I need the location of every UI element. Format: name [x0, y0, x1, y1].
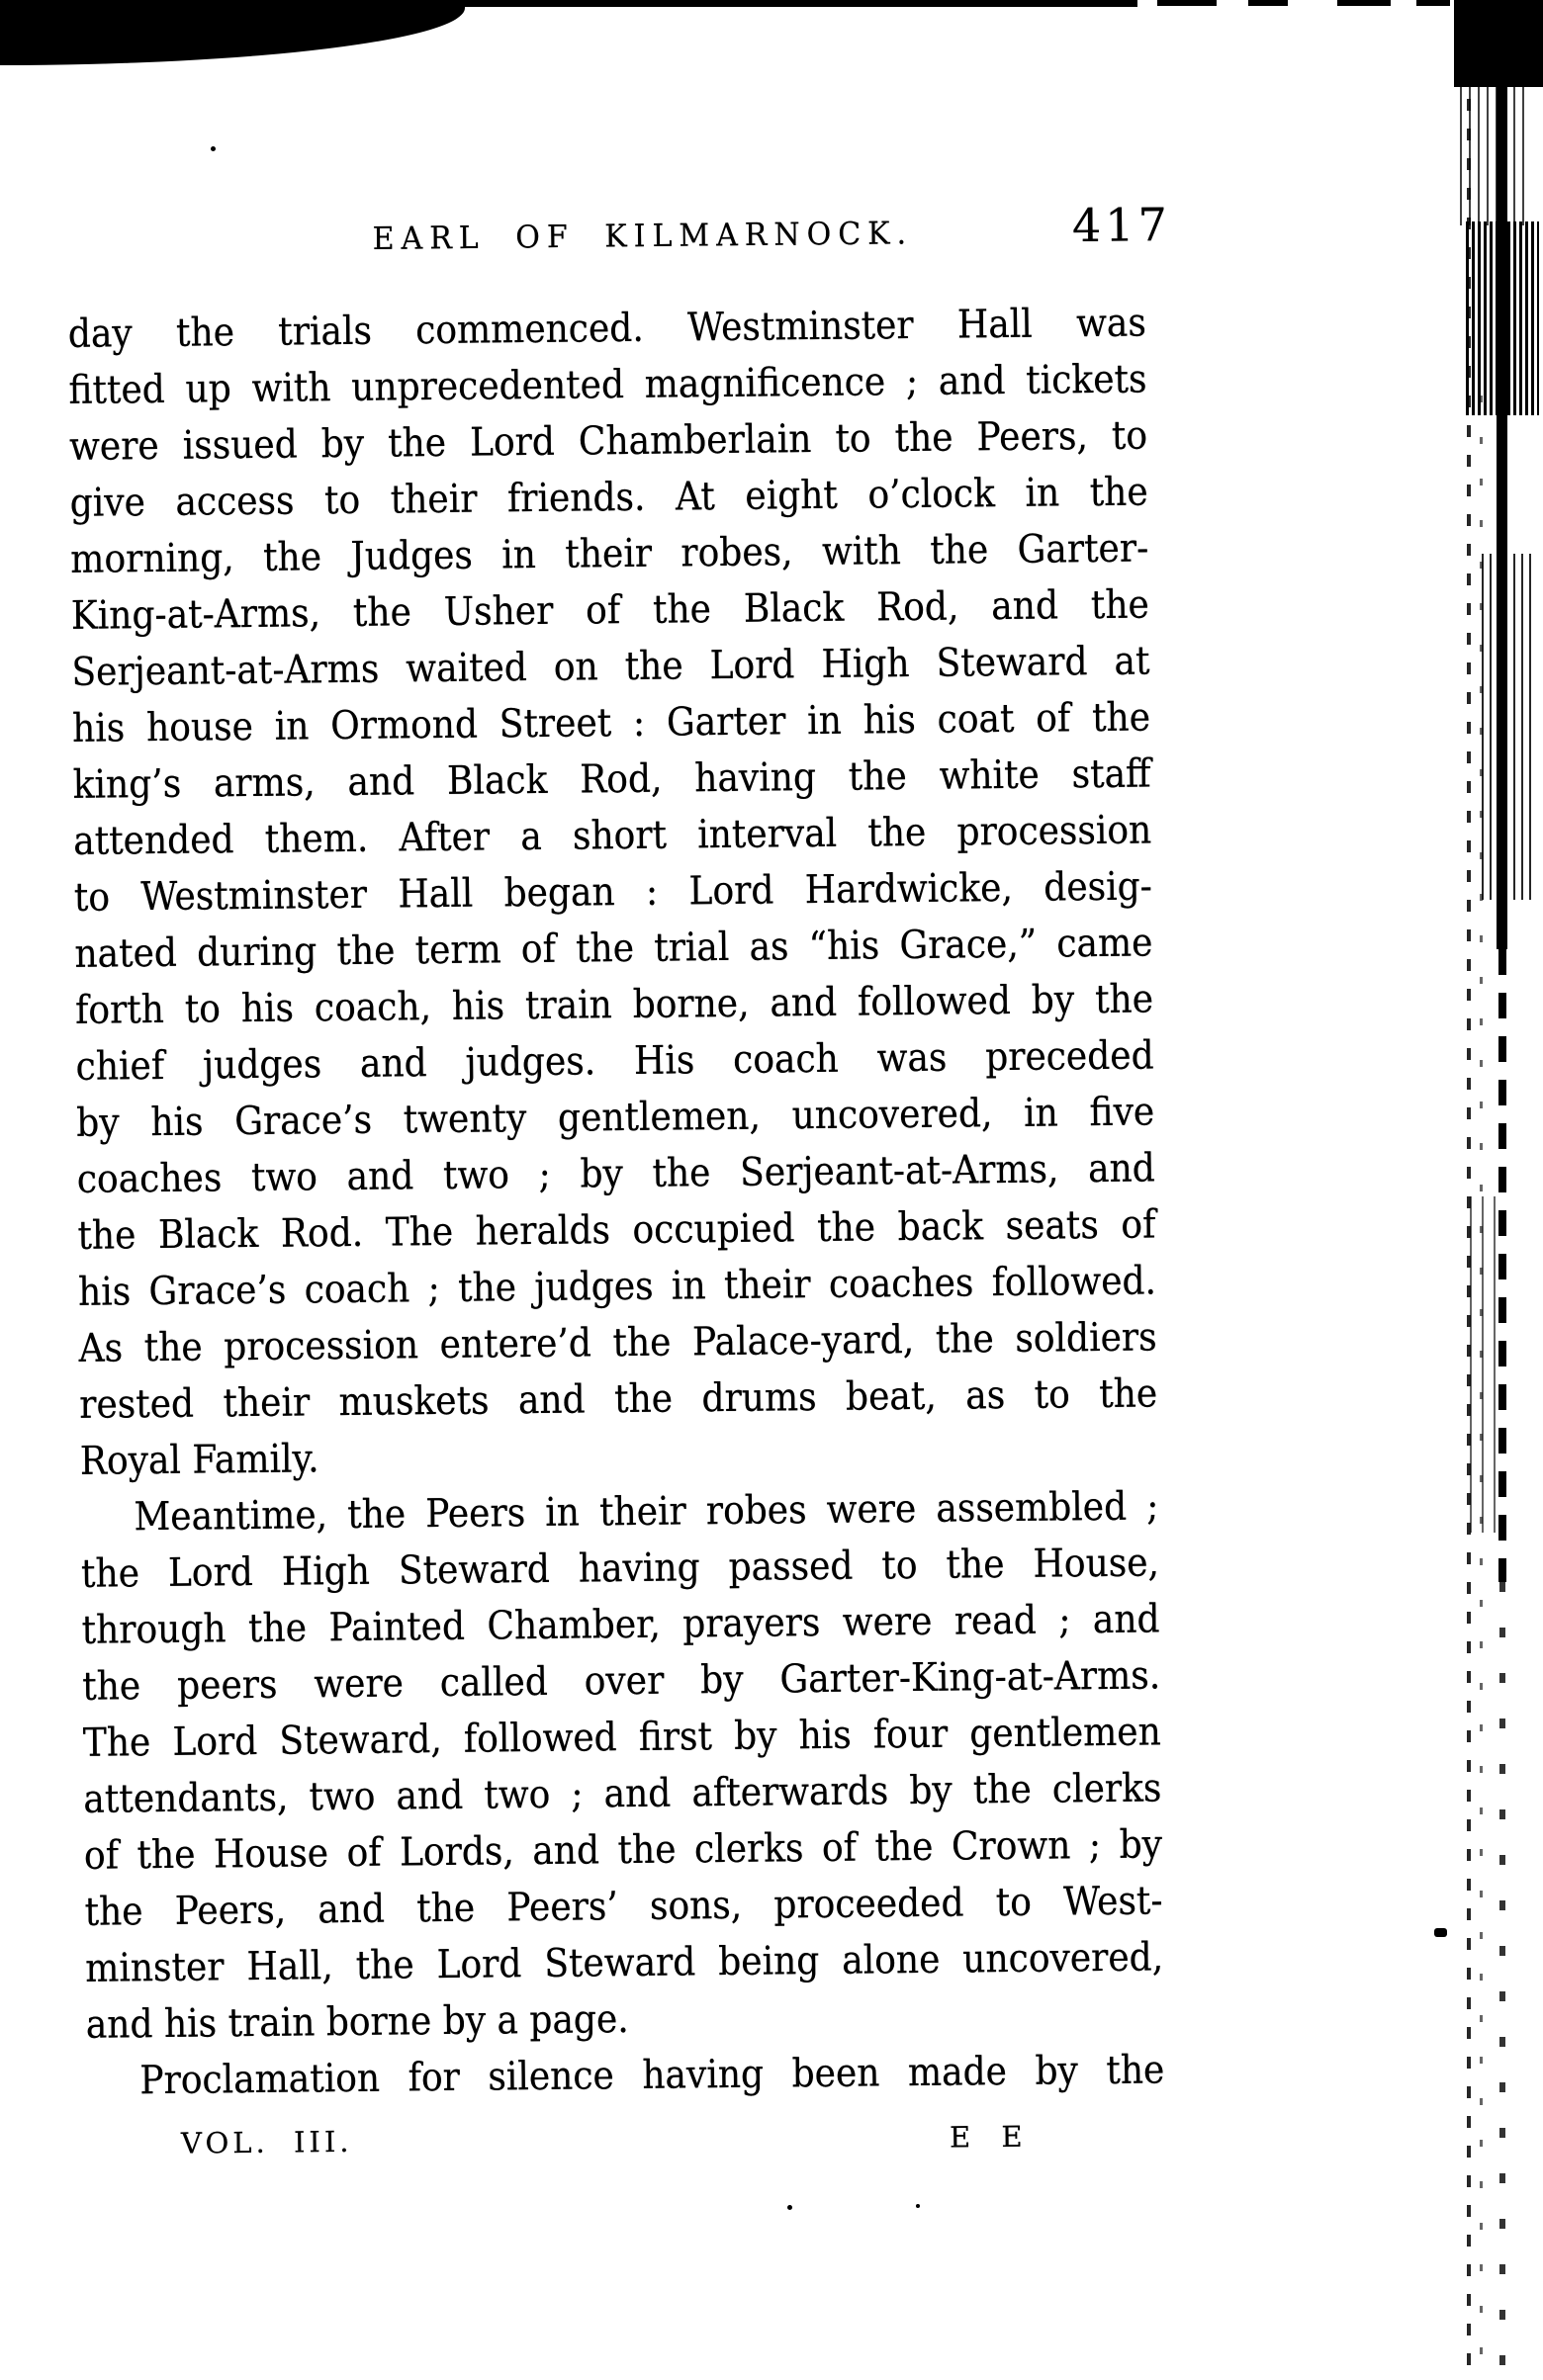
text-line: fitted up with unprecedented magnificence ; and tickets: [68, 357, 1147, 413]
scan-artifact-gutter-line: [1499, 1582, 1505, 2380]
text-line: morning, the Judges in their robes, with the Garter-: [70, 526, 1149, 582]
text-line: and his train borne by a page.: [85, 1996, 629, 2048]
scan-speck: [787, 2205, 792, 2210]
text-line: king’s arms, and Black Rod, having the white staff: [72, 751, 1151, 808]
text-line: rested their muskets and the drums beat, as to the: [79, 1371, 1158, 1428]
page-footer: [87, 2116, 1165, 2172]
text-line: The Lord Steward, followed first by his four gentlemen: [82, 1710, 1162, 1766]
text-line: through the Painted Chamber, prayers were read ; and: [81, 1597, 1160, 1653]
text-line: nated during the term of the trial as “his Grace,” came: [74, 921, 1153, 977]
text-line: give access to their friends. At eight o’clock in the: [69, 470, 1148, 526]
text-line: King-at-Arms, the Usher of the Black Rod, and the: [70, 582, 1150, 639]
text-line: his house in Ormond Street : Garter in his coat of the: [71, 695, 1151, 751]
text-line: the peers were called over by Garter-King-at-Arms.: [81, 1653, 1161, 1710]
scan-artifact-top-dash: [1248, 0, 1288, 6]
scan-artifact-gutter-line: [1497, 0, 1507, 949]
scan-artifact-right-streaks: [1482, 554, 1533, 900]
text-line: day the trials commenced. Westminster Hall was: [67, 301, 1147, 357]
text-line: the Lord High Steward having passed to the House,: [80, 1541, 1160, 1597]
scan-artifact-top-dash: [1157, 0, 1217, 6]
volume-label: VOL. III.: [180, 2124, 353, 2160]
scan-artifact-right-streaks: [1470, 1196, 1499, 1533]
text-line: by his Grace’s twenty gentlemen, uncovered, in five: [76, 1090, 1155, 1146]
page-text-block: [64, 0, 1172, 2380]
printer-signature-mark: E E: [949, 2119, 1025, 2155]
text-line: attendants, two and two ; and afterwards by the clerks: [83, 1766, 1162, 1822]
text-line: Royal Family.: [79, 1437, 319, 1484]
scan-artifact-top-dash: [1416, 0, 1450, 6]
text-line: to Westminster Hall began : Lord Hardwicke, desig-: [73, 864, 1153, 921]
paragraph-2: [80, 1478, 1164, 2053]
text-line: the Black Rod. The heralds occupied the back seats of: [77, 1202, 1156, 1259]
scan-artifact-dotted-line: [1480, 396, 1483, 2380]
text-line: attended them. After a short interval the procession: [73, 808, 1152, 864]
scan-artifact-dotted-line: [1467, 40, 1471, 2380]
text-line: As the procession entere’d the Palace-yard, the soldiers: [78, 1315, 1157, 1371]
scan-speck: [1434, 1928, 1447, 1937]
scan-artifact-gutter-line: [1498, 949, 1506, 1582]
text-line: chief judges and judges. His coach was preceded: [75, 1033, 1154, 1090]
scan-speck: [916, 2204, 920, 2208]
running-title: EARL OF KILMARNOCK.: [372, 215, 914, 258]
text-line: coaches two and two ; by the Serjeant-at-Arms, and: [76, 1146, 1156, 1202]
text-line: his Grace’s coach ; the judges in their coaches followed.: [77, 1259, 1157, 1315]
text-line: Proclamation for silence having been made by the: [139, 2048, 1165, 2104]
text-line: forth to his coach, his train borne, and followed by the: [74, 977, 1154, 1033]
text-line: the Peers, and the Peers’ sons, proceeded to West-: [84, 1879, 1163, 1935]
text-line: were issued by the Lord Chamberlain to the Peers, to: [68, 413, 1148, 470]
page-number: 417: [1071, 198, 1172, 253]
scan-artifact-top-dash: [1337, 0, 1391, 6]
page-header: [67, 198, 1172, 274]
text-line: Serjeant-at-Arms waited on the Lord High Steward at: [71, 639, 1150, 695]
paragraph-3: [86, 2042, 1165, 2109]
text-line: minster Hall, the Lord Steward being alone uncovered,: [84, 1935, 1164, 1991]
scan-artifact-top-edge-line: [396, 0, 1137, 7]
text-line: of the House of Lords, and the clerks of the Crown ; by: [83, 1822, 1163, 1879]
paragraph-1: [68, 295, 1158, 1489]
text-line: Meantime, the Peers in their robes were assembled ;: [134, 1484, 1159, 1541]
scan-speck: [211, 146, 216, 151]
